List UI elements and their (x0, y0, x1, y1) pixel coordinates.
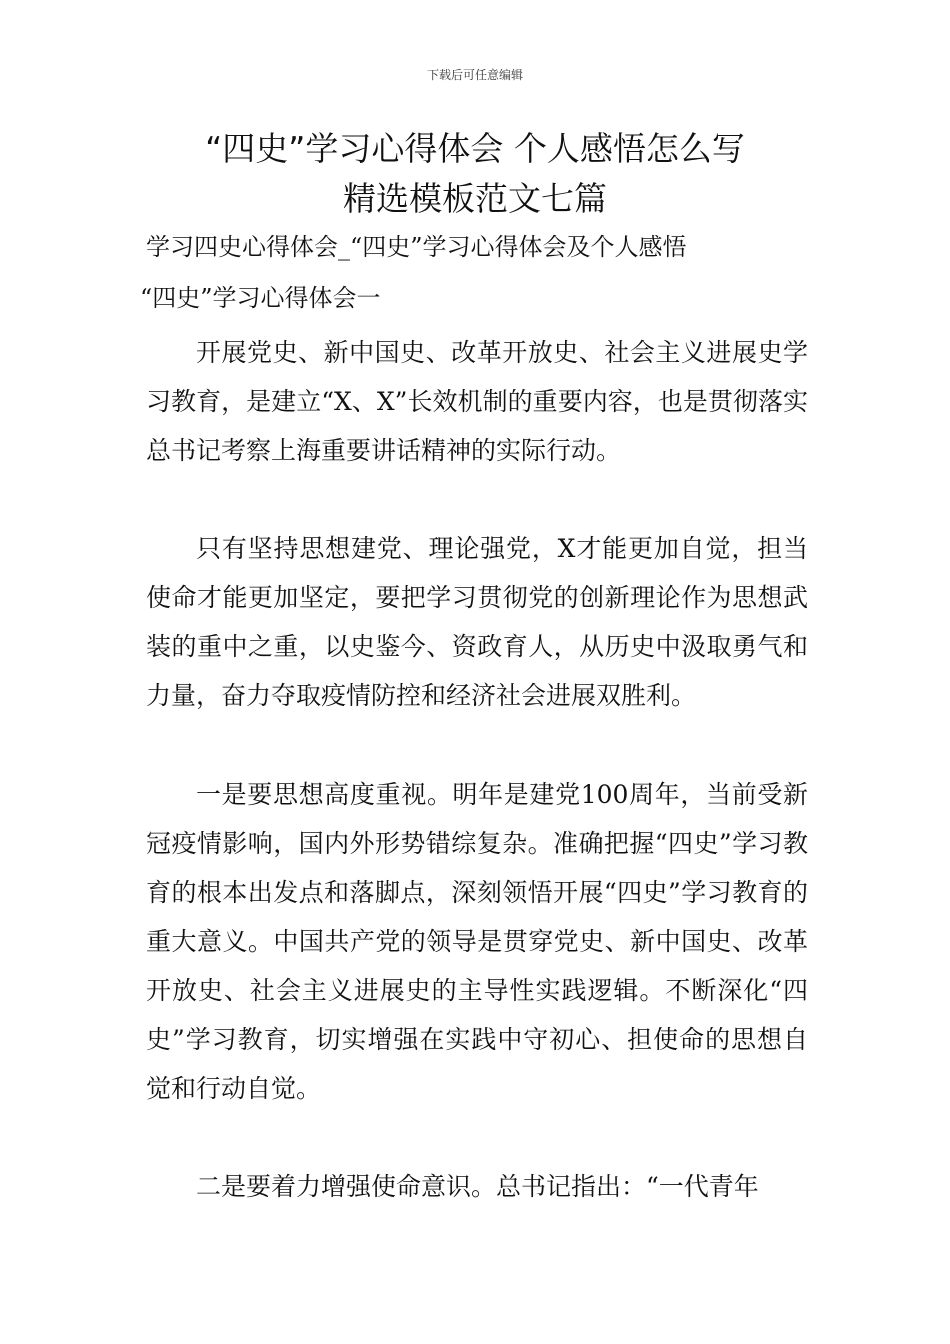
title-line-2: 精选模板范文七篇 (343, 179, 607, 218)
section-heading: “四史”学习心得体会一 (140, 284, 381, 312)
paragraph-1: 开展党史、新中国史、改革开放史、社会主义进展史学习教育，是建立“X、X”长效机制的重要内容，也是贯彻落实总书记考察上海重要讲话精神的实际行动。 (146, 338, 808, 465)
header-note: 下载后可任意编辑 (426, 68, 523, 82)
title-line-1: “四史”学习心得体会 个人感悟怎么写 (205, 129, 745, 168)
document-title (120, 124, 830, 224)
paragraph-2: 只有坚持思想建党、理论强党，X才能更加自觉，担当使命才能更加坚定，要把学习贯彻党的创新理论作为思想武装的重中之重，以史鉴今、资政育人，从历史中汲取勇气和力量，奋力夺取疫情防控和经济社会进展双胜利。 (146, 534, 808, 710)
paragraph-3: 一是要思想高度重视。明年是建党100周年，当前受新冠疫情影响，国内外形势错综复杂。准确把握“四史”学习教育的根本出发点和落脚点，深刻领悟开展“四史”学习教育的重大意义。中国共产党的领导是贯穿党史、新中国史、改革开放史、社会主义进展史的主导性实践逻辑。不断深化“四史”学习教育，切实增强在实践中守初心、担使命的思想自觉和行动自觉。 (146, 780, 808, 1103)
subtitle-main: 学习四史心得体会_“四史”学习心得体会及个人感悟 (146, 233, 687, 261)
paragraph-4: 二是要着力增强使命意识。总书记指出：“一代青年 (196, 1172, 759, 1201)
